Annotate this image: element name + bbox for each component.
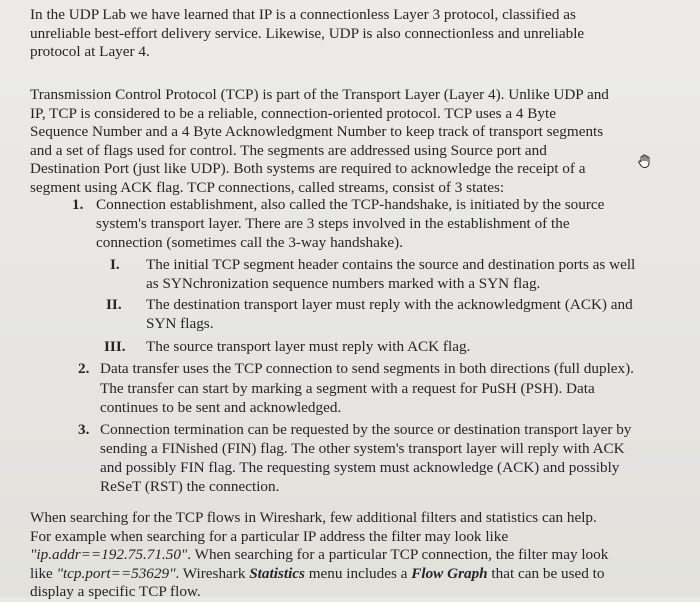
step-line: The initial TCP segment header contains the source and destination ports as well [146,256,636,273]
list-item-line: connection (sometimes call the 3-way handshake). [96,234,404,251]
text-line: display a specific TCP flow. [30,583,201,601]
list-item-line: system's transport layer. There are 3 steps involved in the establishment of the [96,215,570,232]
list-item-line: ReSeT (RST) the connection. [100,478,280,495]
list-number: 3. [78,421,90,438]
step-line: The destination transport layer must reply with the acknowledgment (ACK) and [146,296,633,313]
list-item-line: Connection establishment, also called the TCP-handshake, is initiated by the source [96,196,605,213]
text-fragment: menu includes a [304,564,412,582]
text-line: When searching for the TCP flows in Wireshark, few additional filters and statistics can help. [30,509,597,526]
text-line: and a set of flags used for control. The segments are addressed using Source port and [30,141,547,159]
text-fragment: like [30,564,57,582]
step-numeral: III. [104,338,126,355]
step-line: as SYNchronization sequence numbers marked with a SYN flag. [146,275,541,292]
list-item-line: Connection termination can be requested by the source or destination transport layer by [100,421,632,438]
text-fragment: . When searching for a particular TCP connection, the filter may look [187,546,609,564]
text-line: Destination Port (just like UDP). Both systems are required to acknowledge the receipt of a [30,160,586,178]
list-number: 1. [72,196,84,213]
text-line: In the UDP Lab we have learned that IP is a connectionless Layer 3 protocol, classified as [30,6,576,23]
port-filter-example: "tcp.port==53629" [56,564,176,582]
text-line: For example when searching for a particular IP address the filter may look like [30,527,509,545]
step-numeral: II. [106,296,122,313]
text-line [30,565,670,584]
list-item-line: Data transfer uses the TCP connection to send segments in both directions (full duplex). [100,360,634,377]
step-line: SYN flags. [146,315,214,332]
text-fragment: that can be used to [487,564,605,582]
list-number: 2. [78,360,90,377]
text-line: Sequence Number and a 4 Byte Acknowledgment Number to keep track of transport segments [30,123,604,141]
list-item-line: continues to be sent and acknowledged. [100,399,342,416]
ip-filter-example: "ip.addr==192.75.71.50" [30,546,188,564]
list-item-line: and possibly FIN flag. The requesting system must acknowledge (ACK) and possibly [100,459,620,476]
text-line: IP, TCP is considered to be a reliable, connection-oriented protocol. TCP uses a 4 Byte [30,104,556,122]
intro-paragraph [30,6,670,62]
flow-graph-name: Flow Graph [411,564,488,582]
text-fragment: . Wireshark [175,564,250,582]
statistics-menu-name: Statistics [249,564,305,582]
list-item-line: sending a FINished (FIN) flag. The other system's transport layer will reply with ACK [100,440,625,457]
text-line: segment using ACK flag. TCP connections, called streams, consist of 3 states: [30,178,505,196]
tcp-paragraph [30,86,670,198]
text-line: unreliable best-effort delivery service. Likewise, UDP is also connectionless and unreliable [30,24,585,42]
text-line: protocol at Layer 4. [30,43,150,61]
step-line: The source transport layer must reply with ACK flag. [146,338,471,355]
wireshark-paragraph [30,509,670,602]
text-line [30,546,670,565]
hand-pointer-icon [636,153,652,169]
text-line: Transmission Control Protocol (TCP) is part of the Transport Layer (Layer 4). Unlike UDP and [30,86,609,103]
list-item-line: The transfer can start by marking a segment with a request for PuSH (PSH). Data [100,380,595,397]
step-numeral: I. [110,256,120,273]
